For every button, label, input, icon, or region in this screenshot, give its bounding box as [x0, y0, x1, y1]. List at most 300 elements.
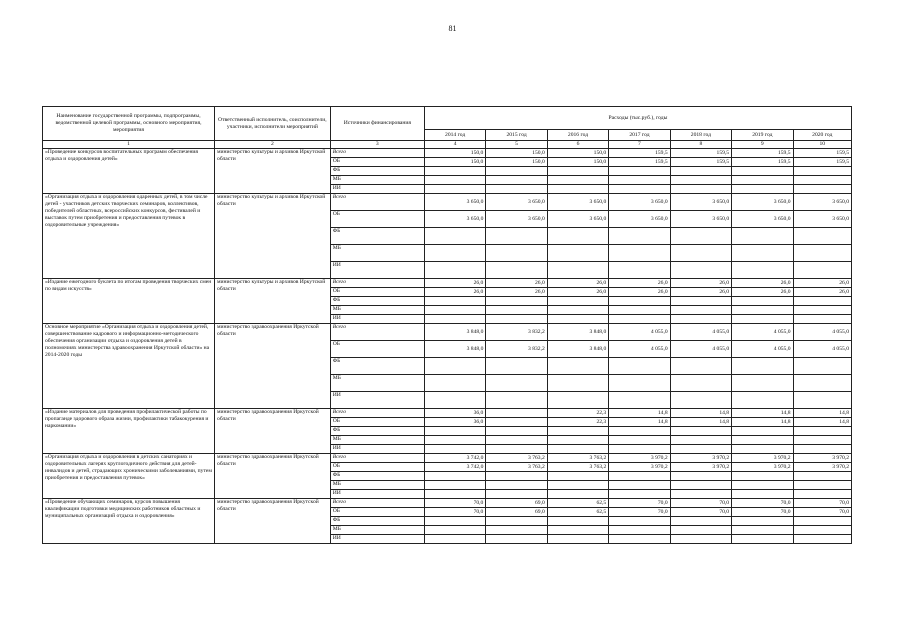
expense-value	[670, 427, 731, 436]
expense-value: 22,3	[547, 409, 608, 418]
expense-value	[670, 358, 731, 375]
expense-value: 3 848,0	[424, 324, 485, 341]
expense-value	[424, 297, 485, 306]
expense-value	[486, 517, 547, 526]
expense-value: 159,5	[793, 158, 851, 167]
expense-value: 4 055,0	[793, 324, 851, 341]
expense-value: 3 650,0	[609, 194, 670, 211]
header-column-number: 5	[486, 141, 547, 149]
expense-value	[793, 472, 851, 481]
header-column-number: 10	[793, 141, 851, 149]
expense-value: 3 848,0	[547, 341, 608, 358]
funding-source: Всего	[330, 409, 424, 418]
expense-value	[793, 262, 851, 279]
expense-value	[732, 185, 793, 194]
header-column-number: 6	[547, 141, 608, 149]
expense-value: 3 848,0	[424, 341, 485, 358]
expense-value	[486, 375, 547, 392]
expense-value	[732, 526, 793, 535]
expense-value	[732, 490, 793, 499]
expense-value: 70,0	[732, 499, 793, 508]
funding-source: МБ	[330, 481, 424, 490]
expense-value	[547, 517, 608, 526]
table-row	[43, 194, 852, 211]
expense-value	[486, 526, 547, 535]
funding-source: МБ	[330, 176, 424, 185]
expense-value	[547, 297, 608, 306]
expense-value: 26,0	[670, 288, 731, 297]
expense-value	[732, 481, 793, 490]
expense-value	[793, 392, 851, 409]
expense-value: 26,0	[547, 288, 608, 297]
expense-value: 26,0	[424, 279, 485, 288]
header-year: 2019 год	[732, 130, 793, 141]
expense-value: 70,0	[424, 499, 485, 508]
funding-source: ОБ	[330, 508, 424, 517]
expense-value	[547, 185, 608, 194]
expense-value	[609, 472, 670, 481]
funding-source: ФБ	[330, 472, 424, 481]
expense-value	[424, 445, 485, 454]
funding-source: ОБ	[330, 418, 424, 427]
funding-source: Всего	[330, 279, 424, 288]
header-column-number: 8	[670, 141, 731, 149]
expense-value: 4 055,0	[609, 341, 670, 358]
table-row	[43, 324, 852, 341]
expense-value	[424, 375, 485, 392]
expense-value: 26,0	[732, 288, 793, 297]
expense-value: 14,8	[732, 418, 793, 427]
expense-value: 3 742,0	[424, 454, 485, 463]
expense-value	[609, 167, 670, 176]
executor-name: министерство культуры и архивов Иркутской области	[215, 149, 331, 194]
expense-value: 70,0	[609, 499, 670, 508]
expense-value	[670, 306, 731, 315]
header-year: 2015 год	[486, 130, 547, 141]
expense-value: 3 763,2	[547, 454, 608, 463]
header-column-numbers-row	[43, 141, 852, 149]
expense-value	[670, 176, 731, 185]
expense-value	[732, 262, 793, 279]
expense-value	[609, 245, 670, 262]
funding-source: ОБ	[330, 288, 424, 297]
expense-value: 14,8	[732, 409, 793, 418]
expense-value: 14,8	[609, 418, 670, 427]
expense-value	[609, 315, 670, 324]
expense-value: 3 970,2	[609, 454, 670, 463]
expense-value: 3 650,0	[486, 194, 547, 211]
header-column-number: 2	[215, 141, 331, 149]
expense-value	[547, 490, 608, 499]
expense-value	[609, 490, 670, 499]
expense-value: 159,5	[670, 149, 731, 158]
expense-value	[670, 445, 731, 454]
program-name: «Издание материалов для проведения профилактической работы по пропаганде здорового образа жизни, профилактики табакокурения и наркомании»	[43, 409, 215, 454]
program-name: «Организация отдыха и оздоровления в детских санаториях и оздоровительных лагерях круглогодичного действия для детей-инвалидов и детей, страдающих хроническими заболеваниями, путем приобретения и предоставления путевок»	[43, 454, 215, 499]
expense-value	[793, 517, 851, 526]
expense-value: 70,0	[793, 508, 851, 517]
expense-value	[793, 176, 851, 185]
funding-source: ОБ	[330, 463, 424, 472]
expense-value	[424, 427, 485, 436]
table-row	[43, 409, 852, 418]
expense-value	[486, 418, 547, 427]
header-executor: Ответственный исполнитель, соисполнители, участники, исполнители мероприятий	[215, 107, 331, 141]
expense-value: 70,0	[670, 508, 731, 517]
funding-source: МБ	[330, 306, 424, 315]
expense-value: 70,0	[424, 508, 485, 517]
expense-value	[424, 526, 485, 535]
expense-value	[547, 427, 608, 436]
expense-value: 3 970,2	[609, 463, 670, 472]
funding-source: ФБ	[330, 358, 424, 375]
expense-value: 150,0	[424, 158, 485, 167]
funding-source: ИИ	[330, 185, 424, 194]
expense-value	[547, 526, 608, 535]
expense-value: 3 848,0	[547, 324, 608, 341]
expense-value: 3 970,2	[732, 463, 793, 472]
funding-source: ИИ	[330, 445, 424, 454]
expense-value: 26,0	[732, 279, 793, 288]
executor-name: министерство культуры и архивов Иркутской области	[215, 194, 331, 279]
expense-value	[793, 358, 851, 375]
expense-value	[424, 490, 485, 499]
expense-value	[486, 535, 547, 544]
expense-value	[732, 427, 793, 436]
expense-value	[547, 481, 608, 490]
expense-value	[424, 315, 485, 324]
expense-value	[424, 436, 485, 445]
expense-value: 3 832,2	[486, 324, 547, 341]
expense-value	[793, 297, 851, 306]
expense-value: 150,0	[424, 149, 485, 158]
program-name: «Издание ежегодного буклета по итогам проведения творческих смен по видам искусств»	[43, 279, 215, 324]
executor-name: министерство здравоохранения Иркутской области	[215, 499, 331, 544]
expense-value	[670, 245, 731, 262]
program-name: Основное мероприятие «Организация отдыха и оздоровления детей, совершенствование кадрового и информационно-методического обеспечения организации отдыха и оздоровления детей в полномочиях министерства здравоохранения Иркутской области» на 2014-2020 годы	[43, 324, 215, 409]
expense-value	[609, 517, 670, 526]
expense-value: 3 970,2	[793, 454, 851, 463]
expense-value	[424, 167, 485, 176]
header-column-number: 1	[43, 141, 215, 149]
expense-value	[486, 481, 547, 490]
expense-value	[424, 185, 485, 194]
expense-value	[732, 392, 793, 409]
expense-value	[547, 167, 608, 176]
funding-source: ФБ	[330, 517, 424, 526]
funding-source: ОБ	[330, 158, 424, 167]
expense-value: 14,8	[793, 418, 851, 427]
expense-value: 3 650,0	[670, 194, 731, 211]
expense-value	[609, 176, 670, 185]
expense-value	[732, 375, 793, 392]
expense-value	[609, 436, 670, 445]
table-body	[43, 149, 852, 544]
expense-value: 4 055,0	[670, 341, 731, 358]
expense-value	[486, 167, 547, 176]
expense-value	[793, 427, 851, 436]
expense-value	[424, 358, 485, 375]
header-column-number: 7	[609, 141, 670, 149]
expense-value: 70,0	[732, 508, 793, 517]
expense-value	[547, 228, 608, 245]
table-row	[43, 149, 852, 158]
header-expenses: Расходы (тыс.руб.), годы	[424, 107, 851, 130]
expense-value: 62,5	[547, 508, 608, 517]
expense-value: 3 650,0	[547, 194, 608, 211]
expense-value: 3 763,2	[547, 463, 608, 472]
expense-value	[670, 185, 731, 194]
expense-value	[732, 445, 793, 454]
expense-value	[732, 167, 793, 176]
funding-source: ИИ	[330, 392, 424, 409]
expense-value	[609, 306, 670, 315]
expense-value	[424, 392, 485, 409]
table-row	[43, 279, 852, 288]
program-name: «Организация отдыха и оздоровления одаренных детей, в том числе детей - участников детских творческих семинаров, коллективов, победителей областных, всероссийских конкурсов, фестивалей и выставок путем приобретения и предоставления путевок в оздоровительные учреждения»	[43, 194, 215, 279]
expense-value	[547, 306, 608, 315]
expense-value: 26,0	[609, 288, 670, 297]
expense-value: 26,0	[793, 288, 851, 297]
header-column-number: 3	[330, 141, 424, 149]
expense-value	[486, 315, 547, 324]
expense-value	[486, 445, 547, 454]
funding-source: Всего	[330, 194, 424, 211]
expense-value	[547, 445, 608, 454]
expense-value	[486, 228, 547, 245]
expense-value	[670, 262, 731, 279]
funding-source: ИИ	[330, 262, 424, 279]
expense-value: 36,0	[424, 409, 485, 418]
funding-source: ОБ	[330, 341, 424, 358]
expense-value	[609, 392, 670, 409]
expense-value: 3 650,0	[609, 211, 670, 228]
expense-value	[670, 490, 731, 499]
expense-value	[424, 535, 485, 544]
expense-value	[547, 535, 608, 544]
expense-value	[609, 445, 670, 454]
expense-value	[486, 392, 547, 409]
header-year: 2014 год	[424, 130, 485, 141]
expense-value: 26,0	[793, 279, 851, 288]
expense-value: 26,0	[486, 279, 547, 288]
expense-value	[732, 472, 793, 481]
expense-value	[424, 472, 485, 481]
expense-value	[793, 481, 851, 490]
expense-value	[732, 436, 793, 445]
header-year: 2016 год	[547, 130, 608, 141]
header-column-number: 9	[732, 141, 793, 149]
expense-value: 26,0	[486, 288, 547, 297]
funding-source: ФБ	[330, 167, 424, 176]
expense-value: 4 055,0	[732, 324, 793, 341]
funding-source: ИИ	[330, 535, 424, 544]
expense-value: 4 055,0	[609, 324, 670, 341]
expense-value: 22,3	[547, 418, 608, 427]
expense-value	[486, 306, 547, 315]
expense-value	[732, 358, 793, 375]
header-program: Наименование государственной программы, подпрограммы, ведомственной целевой программы, основного мероприятия, мероприятия	[43, 107, 215, 141]
expense-value: 150,0	[547, 149, 608, 158]
expense-value	[547, 262, 608, 279]
expense-value: 26,0	[547, 279, 608, 288]
expense-value: 14,8	[793, 409, 851, 418]
executor-name: министерство культуры и архивов Иркутской области	[215, 279, 331, 324]
expense-value	[793, 375, 851, 392]
expense-value: 70,0	[609, 508, 670, 517]
expense-value: 4 055,0	[732, 341, 793, 358]
expense-value	[609, 358, 670, 375]
expense-value	[670, 517, 731, 526]
expense-value	[609, 427, 670, 436]
expense-value	[609, 375, 670, 392]
expense-value: 14,8	[670, 409, 731, 418]
expense-value	[793, 167, 851, 176]
funding-source: Всего	[330, 324, 424, 341]
executor-name: министерство здравоохранения Иркутской области	[215, 324, 331, 409]
expense-value	[609, 185, 670, 194]
expense-value: 70,0	[793, 499, 851, 508]
funding-source: ФБ	[330, 228, 424, 245]
expense-value	[670, 526, 731, 535]
expense-value: 70,0	[670, 499, 731, 508]
funding-source: Всего	[330, 499, 424, 508]
expense-value	[670, 535, 731, 544]
expense-value: 3 650,0	[424, 194, 485, 211]
expense-value: 159,5	[609, 149, 670, 158]
expense-value	[424, 228, 485, 245]
expense-value	[547, 245, 608, 262]
expense-value: 150,0	[486, 158, 547, 167]
expense-value	[486, 176, 547, 185]
executor-name: министерство здравоохранения Иркутской области	[215, 454, 331, 499]
funding-source: МБ	[330, 375, 424, 392]
expense-value	[547, 472, 608, 481]
expense-value	[486, 358, 547, 375]
expense-value	[424, 245, 485, 262]
expense-value	[670, 472, 731, 481]
expense-value	[670, 481, 731, 490]
funding-source: МБ	[330, 526, 424, 535]
expense-value: 3 832,2	[486, 341, 547, 358]
expense-value: 26,0	[670, 279, 731, 288]
expense-value	[486, 262, 547, 279]
expense-value: 26,0	[424, 288, 485, 297]
expense-value	[486, 490, 547, 499]
expense-value	[670, 392, 731, 409]
expense-value	[793, 490, 851, 499]
expense-value	[732, 245, 793, 262]
expense-value	[670, 375, 731, 392]
expense-value: 3 970,2	[670, 454, 731, 463]
expense-value: 3 970,2	[732, 454, 793, 463]
expense-value: 159,5	[732, 158, 793, 167]
expense-value	[486, 436, 547, 445]
expense-value: 3 650,0	[793, 211, 851, 228]
table-row	[43, 454, 852, 463]
expense-value	[793, 436, 851, 445]
expense-value	[609, 535, 670, 544]
expense-value	[732, 176, 793, 185]
expense-value	[547, 392, 608, 409]
expense-value	[793, 228, 851, 245]
funding-source: Всего	[330, 149, 424, 158]
expense-value	[670, 315, 731, 324]
expense-value	[793, 245, 851, 262]
expense-value	[793, 445, 851, 454]
header-source: Источники финансирования	[330, 107, 424, 141]
expense-value	[486, 427, 547, 436]
expense-value: 3 742,0	[424, 463, 485, 472]
expense-value: 3 763,2	[486, 463, 547, 472]
expense-value	[793, 315, 851, 324]
expense-value: 3 650,0	[670, 211, 731, 228]
page-number: 81	[448, 24, 457, 33]
expense-value	[424, 306, 485, 315]
expense-value	[424, 262, 485, 279]
expense-value	[793, 526, 851, 535]
expense-value	[732, 306, 793, 315]
expense-value: 150,0	[547, 158, 608, 167]
expense-value	[486, 297, 547, 306]
expense-value	[732, 228, 793, 245]
expense-value: 3 970,2	[670, 463, 731, 472]
expense-value: 159,5	[793, 149, 851, 158]
expense-value: 26,0	[609, 279, 670, 288]
funding-source: ОБ	[330, 211, 424, 228]
expense-value	[547, 358, 608, 375]
funding-source: ФБ	[330, 297, 424, 306]
expense-value: 69,0	[486, 499, 547, 508]
expense-value	[547, 176, 608, 185]
expense-value	[670, 436, 731, 445]
expense-value	[609, 262, 670, 279]
expense-value	[424, 481, 485, 490]
table-row	[43, 499, 852, 508]
expense-value: 4 055,0	[670, 324, 731, 341]
expense-value: 3 650,0	[547, 211, 608, 228]
program-name: «Проведение конкурсов воспитательных программ обеспечения отдыха и оздоровления детей»	[43, 149, 215, 194]
expense-value	[547, 315, 608, 324]
expense-value: 3 970,2	[793, 463, 851, 472]
expense-value: 3 650,0	[486, 211, 547, 228]
expense-value: 159,5	[609, 158, 670, 167]
expense-value: 14,8	[670, 418, 731, 427]
expense-value: 62,5	[547, 499, 608, 508]
expense-value	[609, 297, 670, 306]
header-year: 2017 год	[609, 130, 670, 141]
funding-source: МБ	[330, 436, 424, 445]
header-year: 2020 год	[793, 130, 851, 141]
header-column-number: 4	[424, 141, 485, 149]
expense-value	[486, 472, 547, 481]
expense-value: 159,5	[670, 158, 731, 167]
expense-value	[609, 526, 670, 535]
expense-value: 3 650,0	[732, 194, 793, 211]
expense-value: 3 763,2	[486, 454, 547, 463]
expense-value	[547, 375, 608, 392]
expense-value	[486, 185, 547, 194]
expense-value	[732, 517, 793, 526]
expense-value	[609, 228, 670, 245]
funding-source: МБ	[330, 245, 424, 262]
funding-source: ИИ	[330, 315, 424, 324]
expense-value	[670, 297, 731, 306]
expense-value: 36,0	[424, 418, 485, 427]
expense-value	[609, 481, 670, 490]
expenses-table	[42, 106, 852, 544]
expense-value	[670, 228, 731, 245]
